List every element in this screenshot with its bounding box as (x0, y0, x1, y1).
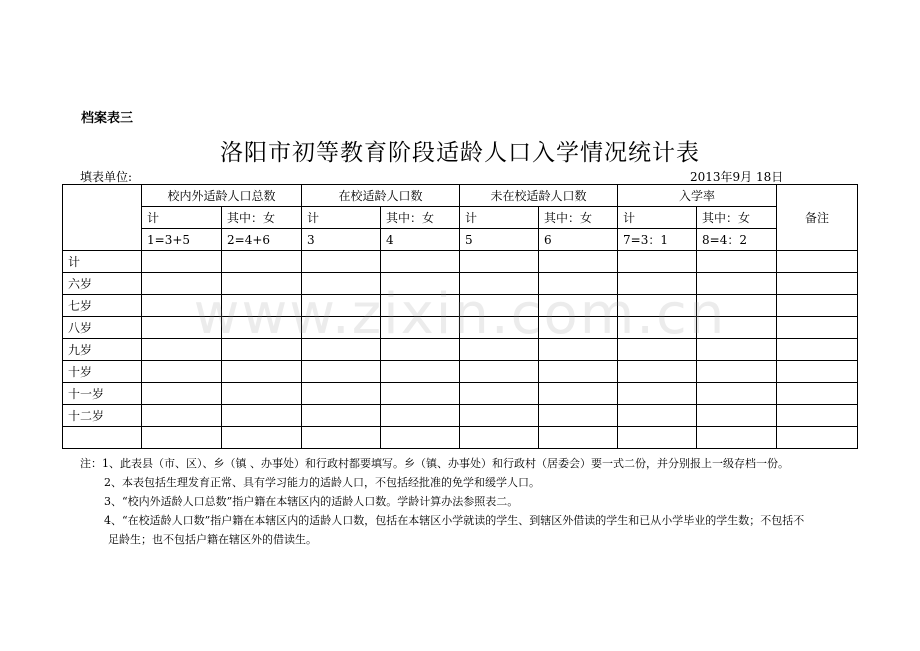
header-row-sub (63, 207, 858, 229)
data-cell[interactable] (222, 405, 302, 427)
data-cell[interactable] (460, 405, 539, 427)
data-cell[interactable] (222, 273, 302, 295)
formula-cell: 8=4：2 (697, 229, 777, 251)
data-cell[interactable] (302, 339, 381, 361)
data-cell[interactable] (222, 339, 302, 361)
data-cell[interactable] (697, 339, 777, 361)
formula-cell: 2=4+6 (222, 229, 302, 251)
data-cell[interactable] (302, 427, 381, 449)
sub-header-total: 计 (302, 207, 381, 229)
data-cell[interactable] (381, 383, 460, 405)
data-cell[interactable] (777, 361, 858, 383)
header-total-population: 校内外适龄人口总数 (142, 185, 302, 207)
data-cell[interactable] (618, 339, 697, 361)
data-cell[interactable] (302, 251, 381, 273)
data-cell[interactable] (222, 361, 302, 383)
data-cell[interactable] (302, 361, 381, 383)
row-label: 十二岁 (63, 405, 142, 427)
note-1: 注：1、此表县（市、区）、乡（镇 、办事处）和行政村都要填写。乡（镇、办事处）和行政村（居委会）要一式二份，并分别报上一级存档一份。 (80, 457, 789, 470)
data-cell[interactable] (618, 317, 697, 339)
data-cell[interactable] (697, 361, 777, 383)
table-row (63, 361, 858, 383)
data-cell[interactable] (618, 427, 697, 449)
header-not-enrolled-population: 未在校适龄人口数 (460, 185, 618, 207)
data-cell[interactable] (381, 361, 460, 383)
row-label: 十岁 (63, 361, 142, 383)
formula-cell: 1=3+5 (142, 229, 222, 251)
data-cell[interactable] (460, 361, 539, 383)
data-cell[interactable] (142, 317, 222, 339)
data-cell[interactable] (777, 383, 858, 405)
data-cell[interactable] (539, 339, 618, 361)
data-cell[interactable] (381, 251, 460, 273)
formula-cell: 3 (302, 229, 381, 251)
data-cell[interactable] (777, 339, 858, 361)
data-cell[interactable] (697, 273, 777, 295)
sub-header-total: 计 (618, 207, 697, 229)
data-cell[interactable] (222, 251, 302, 273)
data-cell[interactable] (222, 317, 302, 339)
sub-header-female: 其中：女 (697, 207, 777, 229)
data-cell[interactable] (539, 251, 618, 273)
note-2: 2、本表包括生理发育正常、具有学习能力的适龄人口，不包括经批准的免学和缓学人口。 (104, 476, 540, 489)
note-4-continued: 足龄生；也不包括户籍在辖区外的借读生。 (108, 533, 317, 546)
data-cell[interactable] (381, 405, 460, 427)
header-row-groups (63, 185, 858, 207)
data-cell[interactable] (302, 273, 381, 295)
note-3: 3、“校内外适龄人口总数”指户籍在本辖区内的适龄人口数。学龄计算办法参照表二。 (104, 495, 519, 508)
document-code-label: 档案表三 (81, 111, 134, 126)
data-cell[interactable] (697, 427, 777, 449)
data-cell[interactable] (460, 427, 539, 449)
table-row (63, 339, 858, 361)
data-cell[interactable] (460, 317, 539, 339)
data-cell[interactable] (460, 383, 539, 405)
corner-cell (63, 185, 142, 251)
data-cell[interactable] (142, 339, 222, 361)
fill-date: 2013年9月 18日 (690, 170, 784, 184)
table-row (63, 383, 858, 405)
row-label: 八岁 (63, 317, 142, 339)
sub-header-female: 其中：女 (539, 207, 618, 229)
data-cell[interactable] (142, 251, 222, 273)
data-cell[interactable] (142, 427, 222, 449)
data-cell[interactable] (777, 295, 858, 317)
table-row (63, 295, 858, 317)
page-title: 洛阳市初等教育阶段适龄人口入学情况统计表 (220, 140, 700, 166)
formula-cell: 5 (460, 229, 539, 251)
data-cell[interactable] (777, 427, 858, 449)
header-enrollment-rate: 入学率 (618, 185, 777, 207)
data-cell[interactable] (142, 273, 222, 295)
data-cell[interactable] (777, 273, 858, 295)
data-cell[interactable] (539, 427, 618, 449)
data-cell[interactable] (381, 295, 460, 317)
data-cell[interactable] (697, 295, 777, 317)
header-row-formulas (63, 229, 858, 251)
row-label: 七岁 (63, 295, 142, 317)
data-cell[interactable] (618, 295, 697, 317)
data-cell[interactable] (539, 273, 618, 295)
table-row (63, 317, 858, 339)
table-row (63, 273, 858, 295)
data-cell[interactable] (618, 383, 697, 405)
sub-header-female: 其中：女 (222, 207, 302, 229)
data-cell[interactable] (302, 295, 381, 317)
header-enrolled-population: 在校适龄人口数 (302, 185, 460, 207)
formula-cell: 6 (539, 229, 618, 251)
data-cell[interactable] (618, 405, 697, 427)
data-cell[interactable] (539, 361, 618, 383)
data-cell[interactable] (697, 251, 777, 273)
data-cell[interactable] (460, 339, 539, 361)
fill-unit-label: 填表单位: (80, 170, 133, 184)
data-cell[interactable] (142, 405, 222, 427)
row-label: 计 (63, 251, 142, 273)
data-cell[interactable] (618, 251, 697, 273)
row-label (63, 427, 142, 449)
data-cell[interactable] (302, 317, 381, 339)
table-row (63, 251, 858, 273)
data-cell[interactable] (222, 383, 302, 405)
data-cell[interactable] (142, 361, 222, 383)
data-cell[interactable] (697, 383, 777, 405)
data-cell[interactable] (222, 295, 302, 317)
data-cell[interactable] (460, 295, 539, 317)
header-remarks: 备注 (777, 185, 858, 251)
sub-header-female: 其中：女 (381, 207, 460, 229)
data-cell[interactable] (142, 295, 222, 317)
note-4: 4、“在校适龄人口数”指户籍在本辖区内的适龄人口数，包括在本辖区小学就读的学生、到辖区外借读的学生和已从小学毕业的学生数；不包括不 (104, 514, 805, 527)
data-cell[interactable] (697, 317, 777, 339)
data-cell[interactable] (381, 273, 460, 295)
data-cell[interactable] (539, 383, 618, 405)
data-cell[interactable] (460, 273, 539, 295)
data-cell[interactable] (777, 317, 858, 339)
data-cell[interactable] (302, 383, 381, 405)
data-cell[interactable] (142, 383, 222, 405)
data-cell[interactable] (777, 251, 858, 273)
row-label: 十一岁 (63, 383, 142, 405)
data-cell[interactable] (697, 405, 777, 427)
notes-section (80, 454, 850, 549)
data-cell[interactable] (460, 251, 539, 273)
sub-header-total: 计 (142, 207, 222, 229)
table-row (63, 405, 858, 427)
data-cell[interactable] (539, 405, 618, 427)
sub-header-total: 计 (460, 207, 539, 229)
row-label: 九岁 (63, 339, 142, 361)
data-cell[interactable] (618, 361, 697, 383)
data-cell[interactable] (381, 339, 460, 361)
formula-cell: 7=3：1 (618, 229, 697, 251)
data-cell[interactable] (618, 273, 697, 295)
data-cell[interactable] (539, 295, 618, 317)
data-cell[interactable] (777, 405, 858, 427)
watermark: www.zixin.com.cn (193, 282, 727, 347)
statistics-table (62, 184, 858, 449)
formula-cell: 4 (381, 229, 460, 251)
table-row (63, 427, 858, 449)
data-cell[interactable] (222, 427, 302, 449)
row-label: 六岁 (63, 273, 142, 295)
data-cell[interactable] (381, 317, 460, 339)
data-cell[interactable] (302, 405, 381, 427)
data-cell[interactable] (539, 317, 618, 339)
data-cell[interactable] (381, 427, 460, 449)
